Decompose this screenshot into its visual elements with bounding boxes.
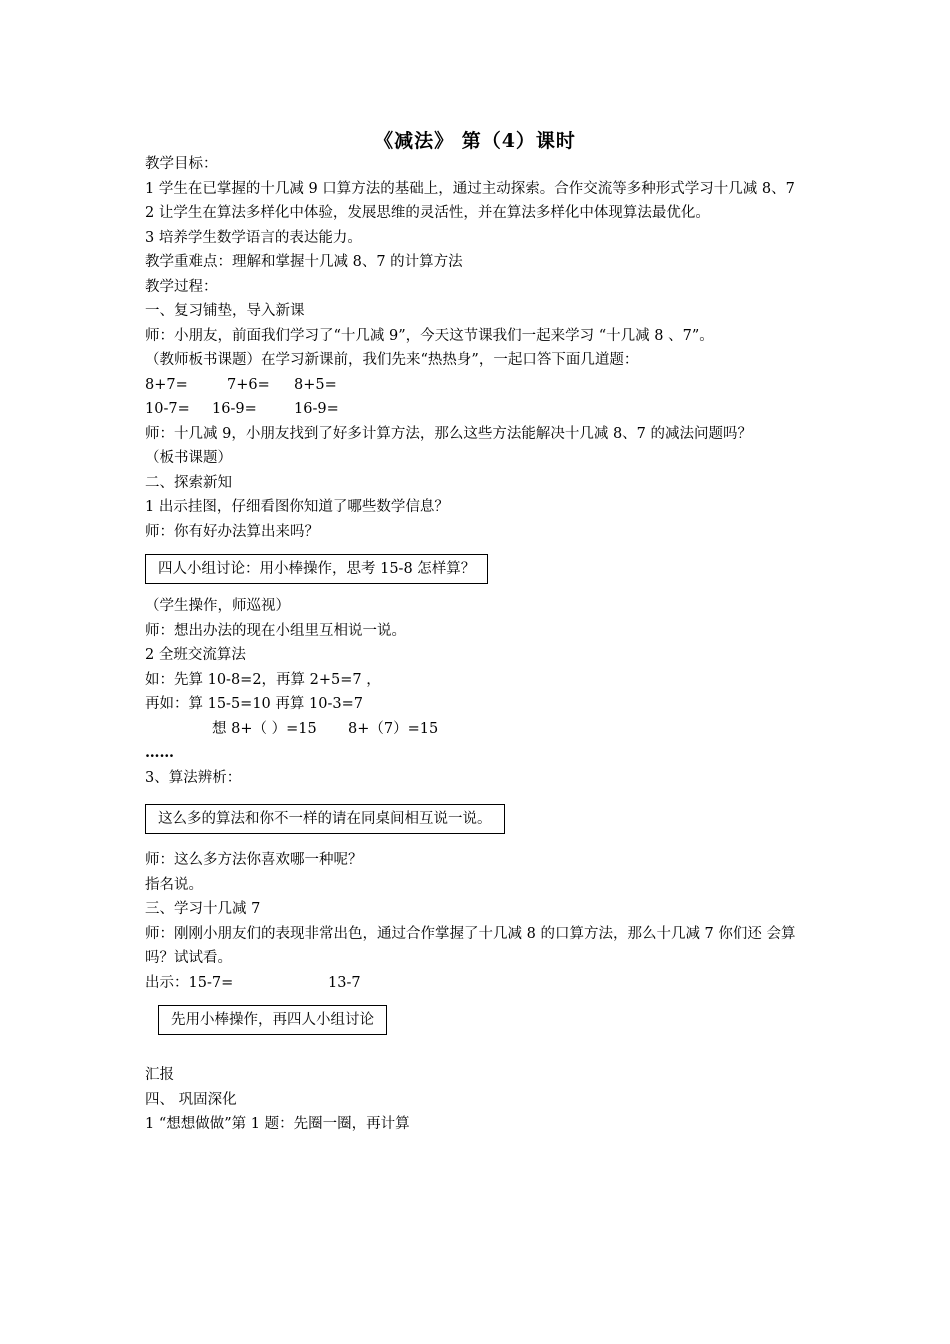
exercise-item: 7+6= [227,376,270,393]
discussion-box-2: 这么多的算法和你不一样的请在同桌间相互说一说。 [145,804,505,834]
section-2-heading: 二、探索新知 [145,474,232,491]
section-1-heading: 一、复习铺垫，导入新课 [145,303,305,319]
lesson-body [145,152,815,1137]
step-2-8 [145,717,815,742]
discussion-box-1: 四人小组讨论：用小棒操作，思考 15-8 怎样算？ [145,554,488,584]
page-title: 《减法》 第（4）课时 [374,130,576,152]
step-4-1: 1 “想想做做”第 1 题：先圈一圈，再计算 [145,1116,410,1132]
goal-2: 2 让学生在算法多样化中体验，发展思维的灵活性，并在算法多样化中体现算法最优化。 [145,205,710,221]
step-2-9: 3、算法辨析： [145,769,242,786]
exercise-row-2 [145,397,815,422]
step-2-4: 师：想出办法的现在小组里互相说一说。 [145,622,406,639]
goal-3: 3 培养学生数学语言的表达能力。 [145,229,362,246]
exercise-row-1 [145,373,815,398]
exercise-item: 8+5= [294,376,337,393]
step-2-2: 师：你有好办法算出来吗？ [145,523,319,540]
teacher-line-1: 师：小朋友，前面我们学习了“十几减 9”，今天这节课我们一起来学习 “十几减 8 、7”。 [145,327,714,344]
step-2-7: 再如：算 15-5=10 再算 10-3=7 [145,696,363,712]
discussion-box-3: 先用小棒操作，再四人小组讨论 [158,1005,387,1035]
think-equation: 想 8+（ ）=15 [212,720,317,737]
goals-heading: 教学目标： [145,156,218,172]
step-2-5: 2 全班交流算法 [145,647,246,663]
goal-1: 1 学生在已掌握的十几减 9 口算方法的基础上，通过主动探索。合作交流等多种形式学习十几减 8、7 [145,180,795,197]
step-2-10: 师：这么多方法你喜欢哪一种呢？ [145,852,363,868]
step-2-3: （学生操作，师巡视） [145,598,290,614]
report: 汇报 [145,1067,174,1083]
section-4-heading: 四、 巩固深化 [145,1091,237,1108]
show-equation-1: 出示：15-7= [145,974,234,991]
step-2-11: 指名说。 [145,876,203,893]
step-2-6: 如：先算 10-8=2，再算 2+5=7 ， [145,671,381,688]
teacher-line-2: （教师板书课题）在学习新课前，我们先来“热热身”，一起口答下面几道题： [145,352,639,368]
step-2-1: 1 出示挂图，仔细看图你知道了哪些数学信息？ [145,499,449,515]
key-points: 教学重难点：理解和掌握十几减 8、7 的计算方法 [145,254,463,270]
section-3-heading: 三、学习十几减 7 [145,901,261,917]
exercise-item: 16-9= [294,401,339,417]
show-equation-2: 13-7 [328,974,361,991]
exercise-item: 10-7= [145,401,190,417]
teacher-line-3: 师：十几减 9，小朋友找到了好多计算方法，那么这些方法能解决十几减 8、7 的减法问题吗？ [145,425,752,442]
exercise-item: 16-9= [212,401,257,417]
process-heading: 教学过程： [145,278,218,295]
exercise-item: 8+7= [145,376,188,393]
step-3-1: 师：刚刚小朋友们的表现非常出色，通过合作掌握了十几减 8 的口算方法，那么十几减 7 你们还 会算吗？试试看。 [145,925,796,966]
think-answer: 8+（7）=15 [348,720,439,737]
step-3-2 [145,971,815,996]
ellipsis: …… [145,744,174,761]
board-title-note: （板书课题） [145,450,232,466]
